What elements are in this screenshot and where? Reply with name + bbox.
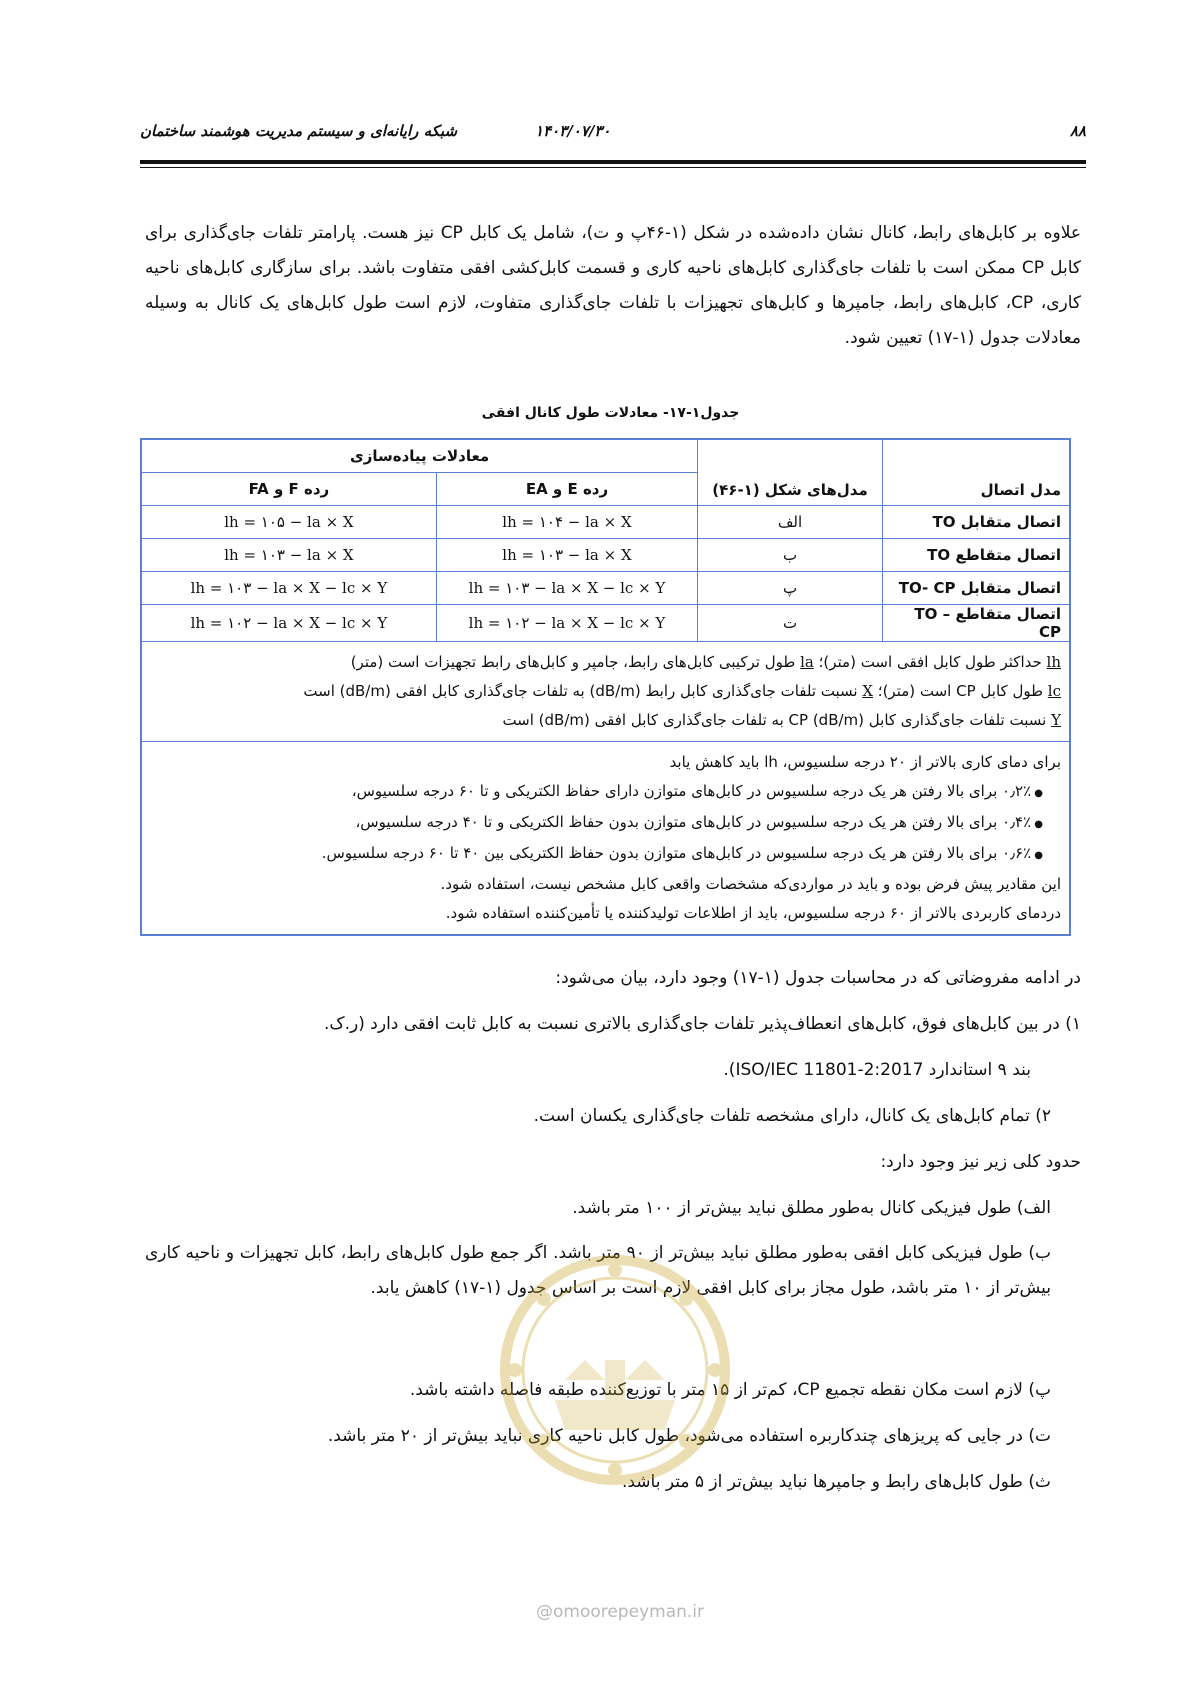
- notes-cell: [141, 742, 1070, 936]
- symbol: lc: [1047, 682, 1061, 700]
- definition-text: طول کابل CP است (متر)؛: [873, 682, 1048, 700]
- definitions-cell: [141, 642, 1070, 742]
- table-caption: جدول۱-۱۷- معادلات طول کانال افقی: [481, 405, 740, 421]
- row-eq-e: lh = ۱۰۳ − la × X − lc × Y: [436, 572, 697, 605]
- assumption-1a: ۱) در بین کابل‌های فوق، کابل‌های انعطاف‌پذیر تلفات جای‌گذاری بالاتری نسبت به کابل ثابت افقی دارد (ر.ک.: [324, 1014, 1081, 1034]
- symbol: la: [800, 653, 814, 671]
- table-row: [141, 605, 1070, 642]
- table-header-row: [141, 439, 1070, 473]
- notes-default: این مقادیر پیش فرض بوده و باید در مواردی‌که مشخصات واقعی کابل مشخص نیست، استفاده شود.: [440, 875, 1061, 893]
- equations-table: [140, 438, 1071, 936]
- assumption-1b: بند ۹ استاندارد ISO/IEC 11801-2:2017).: [723, 1060, 1031, 1080]
- header-figure-models: مدل‌های شکل (۱-۴۶): [698, 439, 883, 506]
- row-eq-f: lh = ۱۰۲ − la × X − lc × Y: [141, 605, 436, 642]
- list-item: ● ۰٫۴٪ برای بالا رفتن هر یک درجه سلسیوس در کابل‌های متوازن بدون حفاظ الکتریکی و تا ۴۰ درجه سلسیوس،: [150, 808, 1043, 839]
- page-header: [140, 118, 1086, 148]
- row-eq-e: lh = ۱۰۲ − la × X − lc × Y: [436, 605, 697, 642]
- limit-a: الف) طول فیزیکی کانال به‌طور مطلق نباید بیش‌تر از ۱۰۰ متر باشد.: [572, 1198, 1051, 1218]
- list-item: ● ۰٫۶٪ برای بالا رفتن هر یک درجه سلسیوس در کابل‌های متوازن بدون حفاظ الکتریکی بین ۴۰ تا ۶۰ درجه سلسیوس.: [150, 839, 1043, 870]
- row-figure: پ: [698, 572, 883, 605]
- header-rule-thick: [140, 160, 1086, 164]
- limits-intro: حدود کلی زیر نیز وجود دارد:: [880, 1152, 1081, 1172]
- row-eq-e: lh = ۱۰۳ − la × X: [436, 539, 697, 572]
- watermark-url: @omoorepeyman.ir: [535, 1602, 705, 1622]
- intro-paragraph: علاوه بر کابل‌های رابط، کانال نشان داده‌شده در شکل (۱-۴۶پ و ت)، شامل یک کابل CP نیز هست. پارامتر تلفات جای‌گذاری برای کابل CP ممکن است با تلفات جای‌گذاری کابل‌های ناحیه کاری و قسمت کابل‌کشی افقی متفاوت باشد. برای سازگاری کابل‌های ناحیه کاری، CP، کابل‌های رابط، جامپرها و کابل‌های تجهیزات با تلفات جای‌گذاری متفاوت، لازم است طول کابل‌های یک کانال به وسیله معادلات جدول (۱-۱۷) تعیین شود.: [145, 223, 1081, 348]
- limit-th: ث) طول کابل‌های رابط و جامپرها نباید بیش‌تر از ۵ متر باشد.: [621, 1472, 1051, 1492]
- assumptions-intro: در ادامه مفروضاتی که در محاسبات جدول (۱-۱۷) وجود دارد، بیان می‌شود:: [555, 968, 1081, 988]
- definition-text: نسبت تلفات جای‌گذاری کابل رابط (dB/m) به تلفات جای‌گذاری کابل افقی (dB/m) است: [303, 682, 863, 700]
- list-item: ● ۰٫۲٪ برای بالا رفتن هر یک درجه سلسیوس در کابل‌های متوازن دارای حفاظ الکتریکی و تا ۶۰ درجه سلسیوس،: [150, 777, 1043, 808]
- definition-line: [150, 648, 1061, 677]
- row-eq-f: lh = ۱۰۵ − la × X: [141, 506, 436, 539]
- notes-list: [150, 777, 1061, 870]
- limit-t: ت) در جایی که پریزهای چندکاربره استفاده می‌شود، طول کابل ناحیه کاری نباید بیش‌تر از ۲۰ متر باشد.: [327, 1426, 1051, 1446]
- limit-b: ب) طول فیزیکی کابل افقی به‌طور مطلق نباید بیش‌تر از ۹۰ متر باشد. اگر جمع طول کابل‌های رابط، کابل تجهیزات و ناحیه کاری بیش‌تر از ۱۰ متر باشد، طول مجاز برای کابل افقی لازم است بر اساس جدول (۱-۱۷) کاهش یابد.: [145, 1243, 1052, 1298]
- symbol: X: [862, 682, 874, 700]
- table-row: [141, 572, 1070, 605]
- row-eq-f: lh = ۱۰۳ − la × X − lc × Y: [141, 572, 436, 605]
- table-row: [141, 539, 1070, 572]
- header-title: شبکه رایانه‌ای و سیستم مدیریت هوشمند ساختمان: [140, 122, 458, 140]
- row-model: اتصال متقاطع TO: [882, 539, 1070, 572]
- row-model: اتصال متقابل TO- CP: [882, 572, 1070, 605]
- header-implementation: معادلات پیاده‌سازی: [141, 439, 698, 473]
- assumption-2: ۲) تمام کابل‌های یک کانال، دارای مشخصه تلفات جای‌گذاری یکسان است.: [533, 1106, 1051, 1126]
- row-figure: الف: [698, 506, 883, 539]
- row-eq-e: lh = ۱۰۴ − la × X: [436, 506, 697, 539]
- definition-line: [150, 706, 1061, 735]
- header-model: مدل اتصال: [882, 439, 1070, 506]
- definition-text: حداکثر طول کابل افقی است (متر)؛: [813, 653, 1047, 671]
- watermark-logo-icon: [495, 1250, 735, 1490]
- row-eq-f: lh = ۱۰۳ − la × X: [141, 539, 436, 572]
- definition-text: نسبت تلفات جای‌گذاری کابل CP (dB/m) به تلفات جای‌گذاری کابل افقی (dB/m) است: [502, 711, 1052, 729]
- definition-text: طول ترکیبی کابل‌های رابط، جامپر و کابل‌های رابط تجهیزات است (متر): [350, 653, 801, 671]
- header-class-f: رده F و FA: [141, 473, 436, 506]
- row-model: اتصال متقاطع TO – CP: [882, 605, 1070, 642]
- header-class-e: رده E و EA: [436, 473, 697, 506]
- row-model: اتصال متقابل TO: [882, 506, 1070, 539]
- header-date: ۱۴۰۳/۰۷/۳۰: [535, 122, 611, 140]
- table-row: [141, 506, 1070, 539]
- row-figure: ب: [698, 539, 883, 572]
- notes-intro: برای دمای کاری بالاتر از ۲۰ درجه سلسیوس، lh باید کاهش یابد: [669, 753, 1061, 771]
- header-rule-thin: [140, 167, 1086, 168]
- symbol: lh: [1046, 653, 1061, 671]
- notes-high-temp: دردمای کاربردی بالاتر از ۶۰ درجه سلسیوس، باید از اطلاعات تولیدکننده یا تأمین‌کننده استفاده شود.: [445, 904, 1061, 922]
- notes-row: [141, 742, 1070, 936]
- definitions-row: [141, 642, 1070, 742]
- row-figure: ت: [698, 605, 883, 642]
- page-number: ۸۸: [1069, 122, 1086, 140]
- definition-line: [150, 677, 1061, 706]
- limit-p: پ) لازم است مکان نقطه تجمیع CP، کم‌تر از ۱۵ متر با توزیع‌کننده طبقه فاصله داشته باشد.: [409, 1380, 1051, 1400]
- symbol: Y: [1051, 711, 1061, 729]
